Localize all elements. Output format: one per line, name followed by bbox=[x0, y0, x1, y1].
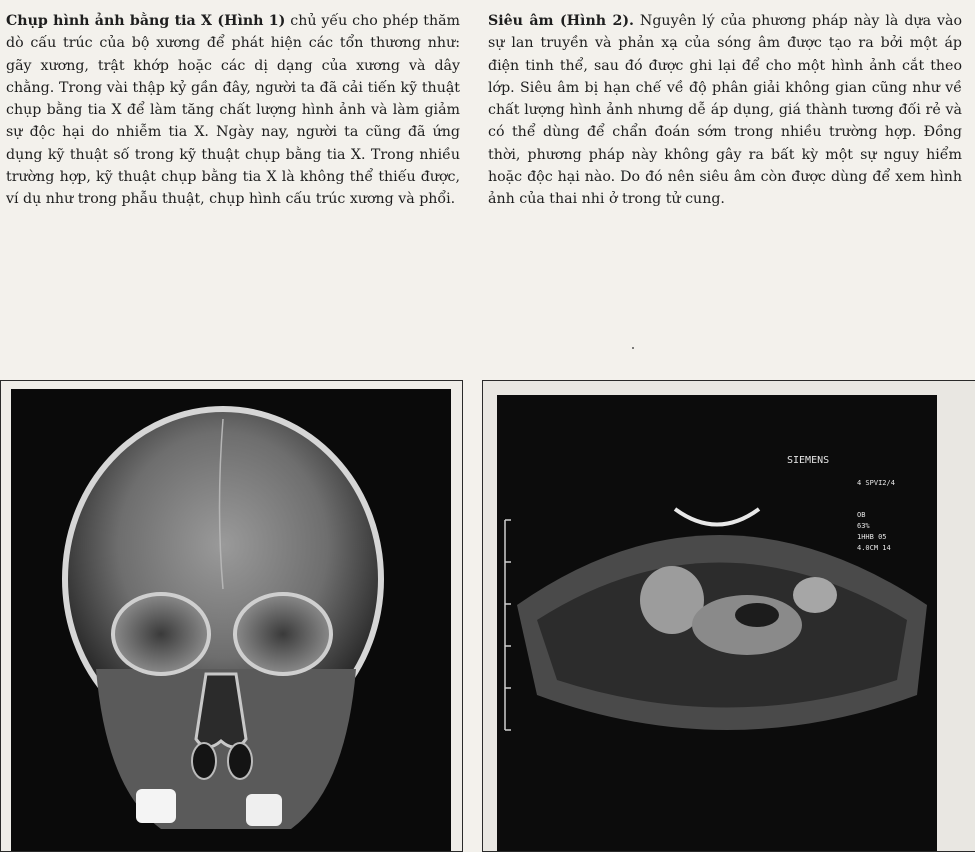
ultrasound-param-2: OB bbox=[857, 511, 866, 519]
ultrasound-param-1: 4 SPVI2/4 bbox=[857, 479, 895, 487]
ultrasound-heading: Siêu âm (Hình 2). bbox=[488, 13, 634, 29]
xray-skull-image bbox=[11, 389, 451, 851]
ultrasound-body-text: Nguyên lý của phương pháp này là dựa vào sự lan truyền và phản xạ của sóng âm được tạo ra bởi một áp điện tinh thể, sau đó được ghi lại để cho một hình ảnh cắt theo lớp. Siêu âm bị hạn chế về độ phân giải không gian cũng như về chất lượng hình ảnh nhưng dễ áp dụng, giá thành tương đối rẻ và có thể dùng để chẩn đoán sớm trong nhiều trường hợp. Đồng thời, phương pháp này không gây ra bất kỳ một sự nguy hiểm hoặc độc hại nào. Do đó nên siêu âm còn được dùng để xem hình ảnh của thai nhi ở trong tử cung. bbox=[488, 13, 962, 208]
xray-paragraph bbox=[6, 10, 460, 211]
ultrasound-param-5: 4.0CM 14 bbox=[857, 544, 891, 552]
figure-ultrasound bbox=[482, 380, 975, 852]
ultrasound-param-3: 63% bbox=[857, 522, 870, 530]
ultrasound-image bbox=[497, 395, 937, 851]
print-speck bbox=[632, 347, 634, 349]
ultrasound-param-4: 1HHB 05 bbox=[857, 533, 887, 541]
ultrasound-paragraph bbox=[488, 10, 962, 211]
xray-body-text: chủ yếu cho phép thăm dò cấu trúc của bộ xương để phát hiện các tổn thương như: gãy xương, trật khớp hoặc các dị dạng của xương và dây chằng. Trong vài thập kỷ gần đây, người ta đã cải tiến kỹ thuật chụp bằng tia X để làm tăng chất lượng hình ảnh và làm giảm sự độc hại do nhiễm tia X. Ngày nay, người ta cũng đã ứng dụng kỹ thuật số trong kỹ thuật chụp bằng tia X. Trong nhiều trường hợp, kỹ thuật chụp bằng tia X là không thể thiếu được, ví dụ như trong phẫu thuật, chụp hình cấu trúc xương và phổi. bbox=[6, 13, 460, 208]
xray-heading: Chụp hình ảnh bằng tia X (Hình 1) bbox=[6, 13, 286, 29]
ultrasound-brand: SIEMENS bbox=[787, 455, 830, 466]
figure-xray bbox=[0, 380, 463, 852]
